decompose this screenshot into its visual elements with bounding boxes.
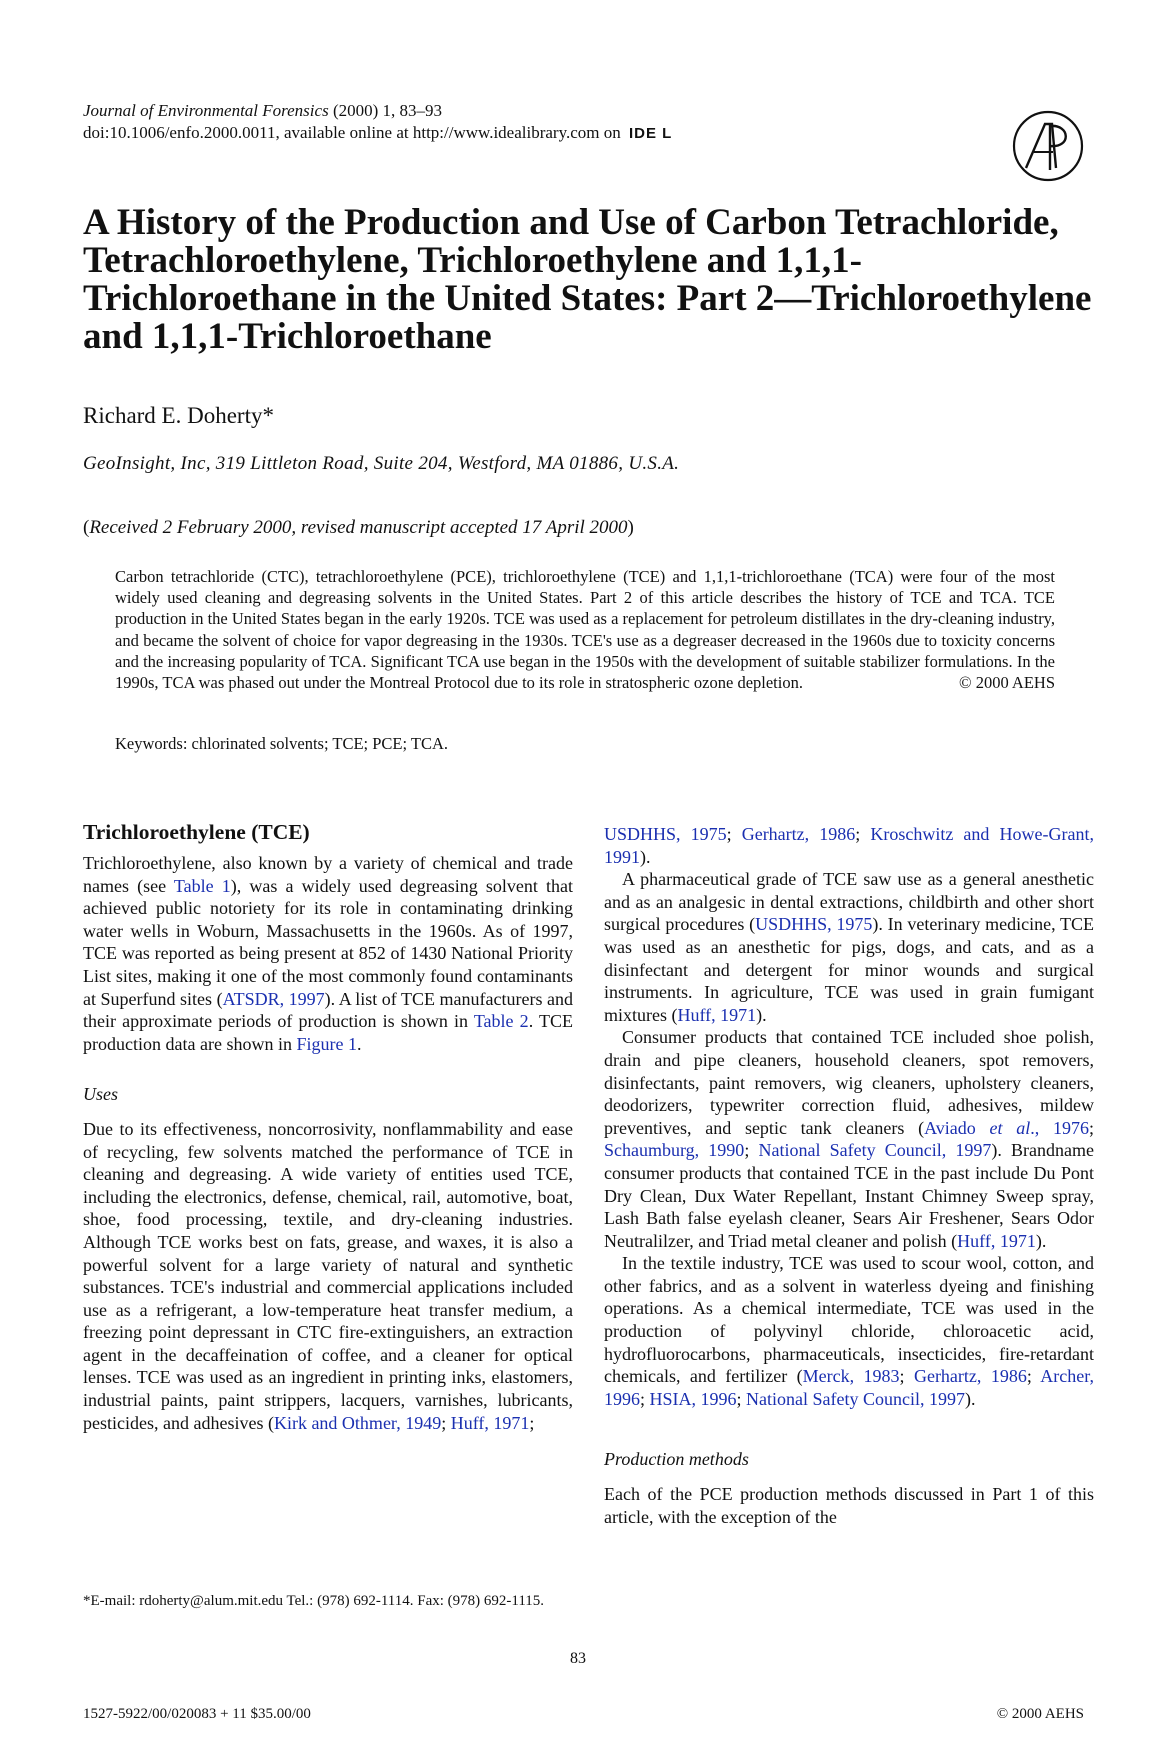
paragraph-intro: Trichloroethylene, also known by a variety of chemical and trade names (see Table 1), was a widely used degreasing solvent that achieved public notoriety for its role in contaminating drinking water wells in Woburn, Massachusetts in the 1960s. As of 1997, TCE was reported as being present at 852 of 1430 National Priority List sites, making it one of the most commonly found contaminants at Superfund sites (ATSDR, 1997). A list of TCE manufacturers and their approximate periods of production is shown in Table 2. TCE production data are shown in Figure 1. bbox=[83, 853, 574, 1054]
received-text: Received 2 February 2000, revised manuscript accepted 17 April 2000 bbox=[89, 517, 628, 538]
paragraph-pharmaceutical: A pharmaceutical grade of TCE saw use as a general anesthetic and as an analgesic in dental extractions, childbirth and other short surgical procedures (USDHHS, 1975). In veterinary medicine, TCE was used as an anesthetic for pigs, dogs, and cats, and as a disinfectant and detergent for minor wounds and surgical instruments. In agriculture, TCE was used in grain fumigant mixtures (Huff, 1971). bbox=[604, 869, 1095, 1025]
paragraph-textile: In the textile industry, TCE was used to scour wool, cotton, and other fabrics, and as a solvent in waterless dyeing and finishing operations. As a chemical intermediate, TCE was used in the production of polyvinyl chloride, chloroacetic acid, hydrofluorocarbons, pharmaceuticals, insecticides, fire-retardant chemicals, and fertilizer (Merck, 1983; Gerhartz, 1986; Archer, 1996; HSIA, 1996; National Safety Council, 1997). bbox=[604, 1253, 1094, 1409]
keywords: Keywords: chlorinated solvents; TCE; PCE; TCA. bbox=[115, 734, 449, 753]
academic-press-logo-icon bbox=[1012, 110, 1084, 182]
ref-aviado-1976[interactable]: Aviado et al., 1976 bbox=[924, 1117, 1089, 1138]
abstract-copyright: © 2000 AEHS bbox=[959, 673, 1055, 693]
paragraph-consumer: Consumer products that contained TCE included shoe polish, drain and pipe cleaners, household cleaners, spot removers, disinfectants, paint removers, wig cleaners, upholstery cleaners, deodorizers, typewriter correction fluid, adhesives, mildew preventives, and septic tank cleaners (Aviado et al., 1976; Schaumburg, 1990; National Safety Council, 1997). Brandname consumer products that contained TCE in the past include Du Pont Dry Clean, Dux Water Repellant, Instant Chimney Sweep spray, Lash Bath false eyelash cleaner, Sears Air Freshener, Sears Odor Neutralilzer, and Triad metal cleaner and polish (Huff, 1971). bbox=[604, 1027, 1095, 1251]
ref-gerhartz-1986[interactable]: Gerhartz, 1986 bbox=[913, 1366, 1027, 1387]
right-column bbox=[604, 823, 1094, 1528]
ref-table-2[interactable]: Table 2 bbox=[473, 1011, 529, 1032]
article-title: A History of the Production and Use of Carbon Tetrachloride, Tetrachloroethylene, Trichloroethylene and 1,1,1-Trichloroethane in the United States: Part 2—Trichloroethylene and 1,1,1-Trichloroethane bbox=[83, 202, 1092, 357]
abstract bbox=[115, 566, 1055, 693]
ref-schaumburg-1990[interactable]: Schaumburg, 1990 bbox=[604, 1140, 745, 1161]
section-heading-tce: Trichloroethylene (TCE) bbox=[83, 820, 310, 844]
footer-copyright: © 2000 AEHS bbox=[996, 1706, 1084, 1722]
paragraph-continued-refs: USDHHS, 1975; Gerhartz, 1986; Kroschwitz and Howe-Grant, 1991). bbox=[604, 824, 1094, 867]
ref-usdhhs-1975[interactable]: USDHHS, 1975 bbox=[604, 824, 727, 844]
ref-merck-1983[interactable]: Merck, 1983 bbox=[802, 1366, 900, 1387]
ref-kroschwitz-1991[interactable]: Kroschwitz and Howe-Grant, 1991 bbox=[604, 824, 1094, 867]
page-number: 83 bbox=[570, 1650, 586, 1667]
ref-atsdr-1997[interactable]: ATSDR, 1997 bbox=[222, 988, 325, 1009]
footer-issn: 1527-5922/00/020083 + 11 $35.00/00 bbox=[83, 1706, 311, 1722]
author-affiliation: GeoInsight, Inc, 319 Littleton Road, Suite 204, Westford, MA 01886, U.S.A. bbox=[83, 453, 680, 474]
ref-archer-1996[interactable]: Archer, 1996 bbox=[604, 1366, 1094, 1409]
ref-figure-1[interactable]: Figure 1 bbox=[296, 1033, 357, 1054]
ideal-logo-icon: IDE L bbox=[629, 125, 673, 143]
subheading-uses: Uses bbox=[83, 1084, 118, 1105]
subheading-production-methods: Production methods bbox=[604, 1449, 749, 1470]
doi-line: doi:10.1006/enfo.2000.0011, available online at http://www.idealibrary.com on bbox=[83, 123, 621, 142]
ref-kirk-othmer-1949[interactable]: Kirk and Othmer, 1949 bbox=[273, 1412, 442, 1433]
journal-header bbox=[83, 100, 672, 145]
received-dates: (Received 2 February 2000, revised manuscript accepted 17 April 2000) bbox=[83, 517, 634, 538]
ref-usdhhs-1975[interactable]: USDHHS, 1975 bbox=[755, 914, 873, 935]
author-name: Richard E. Doherty* bbox=[83, 403, 274, 428]
paragraph-uses: Due to its effectiveness, noncorrosivity, nonflammability and ease of recycling, few solvents matched the performance of TCE in cleaning and degreasing. A wide variety of entities used TCE, including the electronics, defense, chemical, rail, automotive, boat, shoe, food processing, textile, and dry-cleaning industries. Although TCE works best on fats, grease, and waxes, it is also a powerful solvent for a large variety of natural and synthetic substances. TCE's industrial and commercial applications included use as a refrigerant, a low-temperature heat transfer medium, a freezing point depressant in CTC fire-extinguishers, an extraction agent in the decaffeination of coffee, and a cleaner for optical lenses. TCE was used as an ingredient in printing inks, elastomers, industrial paints, paint strippers, lacquers, varnishes, lubricants, pesticides, and adhesives (Kirk and Othmer, 1949; Huff, 1971; bbox=[83, 1118, 573, 1433]
ref-table-1[interactable]: Table 1 bbox=[173, 875, 231, 896]
journal-name: Journal of Environmental Forensics bbox=[83, 101, 329, 120]
ref-huff-1971[interactable]: Huff, 1971 bbox=[677, 1004, 757, 1025]
paragraph-production: Each of the PCE production methods discussed in Part 1 of this article, with the exception of the bbox=[604, 1484, 1094, 1527]
abstract-text: Carbon tetrachloride (CTC), tetrachloroethylene (PCE), trichloroethylene (TCE) and 1,1,1-trichloroethane (TCA) were four of the most widely used cleaning and degreasing solvents in the United States. Part 2 of this article describes the history of TCE and TCA. TCE production in the United States began in the early 1920s. TCE was used as a replacement for petroleum distillates in the dry-cleaning industry, and became the solvent of choice for vapor degreasing in the 1930s. TCE's use as a degreaser decreased in the 1960s due to toxicity concerns and the increasing popularity of TCA. Significant TCA use began in the 1950s with the development of suitable stabilizer formulations. In the 1990s, TCA was phased out under the Montreal Protocol due to its role in stratospheric ozone depletion. bbox=[115, 567, 1055, 693]
ref-hsia-1996[interactable]: HSIA, 1996 bbox=[649, 1388, 737, 1409]
ref-huff-1971[interactable]: Huff, 1971 bbox=[450, 1412, 530, 1433]
ref-huff-1971[interactable]: Huff, 1971 bbox=[957, 1230, 1036, 1251]
ref-nsc-1997[interactable]: National Safety Council, 1997 bbox=[746, 1388, 966, 1409]
left-column bbox=[83, 820, 573, 1434]
journal-citation: (2000) 1, 83–93 bbox=[328, 101, 443, 120]
ref-nsc-1997[interactable]: National Safety Council, 1997 bbox=[758, 1140, 992, 1161]
ref-gerhartz-1986[interactable]: Gerhartz, 1986 bbox=[741, 824, 856, 844]
author-footnote: *E-mail: rdoherty@alum.mit.edu Tel.: (978) 692-1114. Fax: (978) 692-1115. bbox=[83, 1593, 545, 1609]
